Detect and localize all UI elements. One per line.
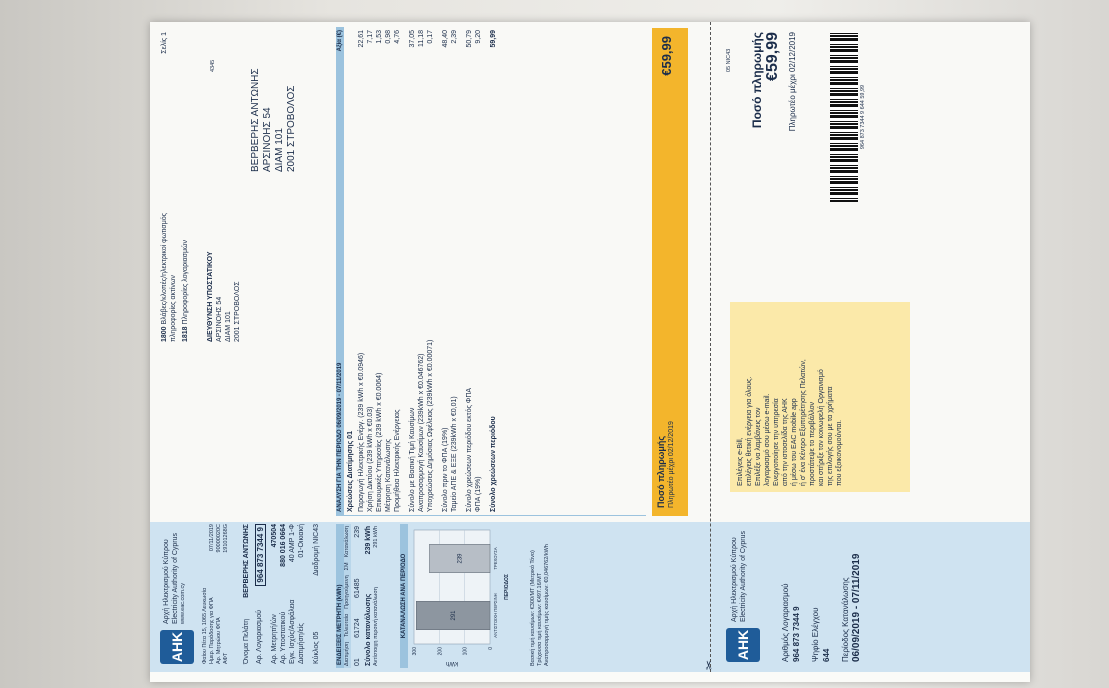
promo-line: ή σ' ένα Κέντρο Εξυπηρέτησης Πελατών, <box>800 359 807 486</box>
authority-name-en: Electricity Authority of Cyprus <box>172 532 179 624</box>
charge-value: 2,39 <box>451 30 458 44</box>
phone2: 1818 <box>182 326 189 342</box>
meter-number: 470504 <box>271 524 278 548</box>
stub-account: 964 873 7344 9 <box>792 606 801 662</box>
stub-authority <box>730 522 748 622</box>
supply-label: Εγκ. Ισχύς/Ασφάλεια <box>289 599 296 664</box>
analysis-header <box>336 27 344 515</box>
charge-line-b-0 <box>408 30 417 512</box>
issue-date: 07/11/2019 <box>209 524 215 552</box>
postal-line2: ΑΡΣΙΝΟΗΣ 54 <box>262 107 273 172</box>
stub-period: 06/09/2019 - 07/11/2019 <box>851 553 862 662</box>
cell-last: 61724 <box>354 618 361 638</box>
meter-readings <box>336 524 380 668</box>
bar-value-label: 239 <box>457 553 464 564</box>
phone2-desc: Πληροφορίες λογαριασμών <box>182 240 189 325</box>
charge-line-3 <box>384 30 393 512</box>
fuel-base-price: Βασική τιμή καυσίμων: €300/ΜΤ (Μετρικό Τόνο) <box>530 550 536 666</box>
charge-label: Υποχρεώσεις Δημόσιας Ωφέλειας (239kWh x €0.00071) <box>427 339 434 512</box>
y-tick-label: 200 <box>437 647 444 656</box>
fuel-adjustment: Αναπροσαρμογή τιμής καυσίμων: €0,046762/kWh <box>544 544 550 666</box>
stub-pay-title: Ποσό πληρωμής <box>750 32 764 129</box>
y-axis-label: kWh <box>446 660 458 666</box>
x-tick-label: ΤΡΕΧΟΥΣΑ <box>493 547 498 570</box>
charges-analysis <box>336 27 646 516</box>
charge-label: Σύνολο χρεώσεων περιόδου εκτός ΦΠΑ <box>466 387 473 512</box>
charge-line-2 <box>375 30 384 512</box>
phone1-desc: Βλάβες/κλοπές/ηλεκτρικοί φωτισμός πληροφορίες ακτίνων <box>161 212 177 342</box>
scissors-icon: ✂ <box>702 659 716 670</box>
total-consumption: 239 kWh <box>365 526 372 555</box>
charge-value: 22,61 <box>358 30 365 48</box>
charge-line-b-2 <box>426 30 435 512</box>
service-address-line3: 2001 ΣΤΡΟΒΟΛΟΣ <box>234 281 241 342</box>
account-number: 964 873 7344 9 <box>255 524 266 586</box>
analysis-total-row <box>483 27 498 515</box>
page-label: Σελίς 1 <box>161 32 168 54</box>
charge-label: Σύνολο πριν το ΦΠΑ (19%) <box>442 427 449 512</box>
customer-info <box>242 524 321 664</box>
charge-value: 37,05 <box>409 30 416 48</box>
analysis-total: 59,99 <box>490 30 497 48</box>
authority-web: www.eac.com.cy <box>180 583 186 624</box>
charge-lines-3 <box>435 27 459 515</box>
postal-line1: ΒΕΡΒΕΡΗΣ ΑΝΤΩΝΗΣ <box>250 68 261 172</box>
cell-prev: 61485 <box>354 578 361 598</box>
charge-label: ΦΠΑ (19%) <box>475 476 482 512</box>
charge-label: Προμήθεια Ηλεκτρικής Ενέργειας <box>394 409 401 512</box>
service-address-line2: ΔΙΑΜ 101 <box>225 311 232 342</box>
stub-account-label: Αριθμός Λογαριασμού <box>781 583 790 662</box>
charge-line-c-0 <box>441 30 450 512</box>
charge-value: 4,76 <box>394 30 401 44</box>
charge-line-d-1 <box>474 30 483 512</box>
charge-label: Επικουρικές Υπηρεσίες (239 kWh x €0.0064) <box>376 372 383 512</box>
authority-name-block <box>162 524 187 624</box>
promo-line: ή μέσω του EAC mobile app <box>791 398 798 486</box>
charge-label: Σύνολο με Βασική Τιμή Καυσίμων <box>409 407 416 512</box>
cell-tariff: 01 <box>354 658 361 666</box>
promo-line: λογαριασμό σου μέσω e-mail. <box>764 393 771 486</box>
postal-line3: ΔΙΑΜ 101 <box>274 128 285 172</box>
charge-value: 9,20 <box>475 30 482 44</box>
prev-consumption-label: Αντίστοιχη περσινή κατανάλωση <box>373 587 379 666</box>
stub-check-label: Ψηφίο Ελέγχου <box>811 607 820 662</box>
promo-line: επιλέγεις θετική ενέργεια για όλους. <box>746 376 753 486</box>
stub-pay-due: Πληρωτέο μέχρι 02/12/2019 <box>788 32 797 132</box>
stub-code: 05 NIC43 <box>726 48 732 72</box>
charge-line-0 <box>357 30 366 512</box>
charge-label: Χρήση Δικτύου (239 kWh x €0.03) <box>367 406 374 512</box>
stub-payment <box>750 32 797 252</box>
cycle-label: Κύκλος <box>313 641 320 664</box>
charge-label: Ταμείο ΑΠΕ & ΕΞΕ (239kWh x €0,01) <box>451 396 458 512</box>
bill-document <box>150 22 1030 672</box>
tear-line <box>710 22 711 672</box>
col-last: Τελευταία <box>344 613 350 637</box>
tariff-label: Διατιμήση/είς <box>298 623 305 664</box>
meter-readings-header <box>344 524 351 668</box>
premise-label: Αρ. Υποστατικού <box>280 611 287 664</box>
promo-line: Επιλέγεις e-Bill, <box>737 437 744 486</box>
afm: 19101268G <box>223 524 229 553</box>
charge-lines-1 <box>357 27 402 515</box>
stub-authority-en: Electricity Authority of Cyprus <box>740 530 747 622</box>
customer-name: ΒΕΡΒΕΡΗΣ ΑΝΤΩΝΗΣ <box>243 524 250 598</box>
issue-date-label: Ημερ. Παράδοσης για ΦΠΑ <box>209 597 215 664</box>
fuel-current-price: Τρέχουσα τιμή καυσίμων: €497.16/ΜΤ <box>537 572 543 666</box>
charge-line-d-0 <box>465 30 474 512</box>
stub-check: 644 <box>822 648 831 662</box>
charge-value: 7,17 <box>367 30 374 44</box>
bill-sheet <box>150 22 1030 682</box>
supply-value: 40 AMP 1-Φ <box>289 524 296 563</box>
col-consumption: Κατανάλωση <box>344 526 350 558</box>
service-address-line1: ΑΡΣΙΝΟΗΣ 54 <box>216 296 223 342</box>
service-address <box>206 202 242 342</box>
postal-line4: 2001 ΣΤΡΟΒΟΛΟΣ <box>286 85 297 172</box>
y-tick-label: 300 <box>412 647 418 656</box>
customer-name-label: Όνομα Πελάτη <box>243 618 250 664</box>
charge-value: 1,53 <box>376 30 383 44</box>
col-prev: Προηγούμενη <box>344 575 350 609</box>
phone1: 1800 <box>161 326 168 342</box>
charge-lines-4 <box>459 27 483 515</box>
charge-line-1 <box>366 30 375 512</box>
promo-line: που εξοικονομούνται. <box>836 419 843 486</box>
y-tick-label: 100 <box>462 647 469 656</box>
consumption-chart-svg <box>408 524 512 668</box>
charge-value: 48,40 <box>442 30 449 48</box>
meter-readings-row <box>351 524 364 668</box>
analysis-title: ΑΝΑΛΥΣΗ ΓΙΑ ΤΗΝ ΠΕΡΙΟΔΟ 06/09/2019 - 07/11/2019 <box>337 362 343 512</box>
analysis-total-label: Σύνολο χρεώσεων περιόδου <box>490 416 497 512</box>
stub-details <box>780 512 862 662</box>
payment-box <box>652 28 688 516</box>
charge-value: 50,79 <box>466 30 473 48</box>
charge-lines-2 <box>402 27 435 515</box>
charge-value: 0,98 <box>385 30 392 44</box>
vat-reg: 90000020C <box>216 524 222 553</box>
payment-title: Ποσό πληρωμής <box>656 435 666 508</box>
col-sm: ΣΜ <box>344 562 350 571</box>
ebill-promo <box>730 302 910 492</box>
stub-pay-amount: €59,99 <box>764 32 781 81</box>
consumption-chart <box>400 524 520 668</box>
stub-authority-gr: Αρχή Ηλεκτρισμού Κύπρου <box>731 537 738 622</box>
phone-lines <box>160 192 190 342</box>
cell-consumption: 239 <box>354 526 361 538</box>
chart-title: ΚΑΤΑΝΑΛΩΣΗ ΑΝΑ ΠΕΡΙΟΔΟ <box>400 524 408 668</box>
charge-value: 11,18 <box>418 30 425 47</box>
x-tick-label: ΑΝΤΙΣΤΟΙΧΗ ΠΕΡΣΙΝΗ <box>493 593 498 638</box>
charge-line-c-1 <box>450 30 459 512</box>
charge-label: Παραγωγή Ηλεκτρικής Ενέργ. (239 kWh x €0.0946) <box>358 352 365 512</box>
col-tariff: Διατιμήση <box>344 641 350 666</box>
analysis-subtitle: Χρεώσεις Διατίμησης 01 <box>347 431 354 512</box>
barcode-text: 964 873 7344 9 644 59,99 <box>860 84 866 150</box>
y-tick-label: 0 <box>488 647 494 650</box>
promo-line: της επιλογής σου με τα χρήματα <box>827 386 834 486</box>
phone-info <box>160 32 169 192</box>
afm-label: ΑΦΤ <box>223 652 229 664</box>
stub-period-label: Περίοδος Κατανάλωσης <box>841 577 850 662</box>
authority-name-gr: Αρχή Ηλεκτρισμού Κύπρου <box>163 539 170 624</box>
issuer-info <box>202 524 230 664</box>
stub-logo: ΑΗΚ <box>726 628 760 662</box>
postal-address <box>250 32 298 172</box>
promo-line: και στήριξε τον κοινωφελή Οργανισμό <box>818 369 825 486</box>
amount-header: Αξία (€) <box>337 30 343 52</box>
payment-amount: €59,99 <box>658 36 674 76</box>
payment-due-label: Πληρωτέο μέχρι <box>668 458 675 508</box>
fuel-rates <box>530 524 551 666</box>
promo-line: Ενεργοποίησε την υπηρεσία <box>773 398 780 486</box>
promo-line: Επιλέξε να λαμβάνεις τον <box>755 407 762 486</box>
promo-line: προστάτεψε το περιβάλλον <box>809 401 816 486</box>
charge-value: 0,17 <box>427 30 434 44</box>
cycle-value: 05 <box>313 631 320 640</box>
vat-reg-label: Αρ. Μητρώου ΦΠΑ <box>216 617 222 664</box>
premise-number: 880 016 0664 <box>280 524 287 567</box>
service-address-title: ΔΙΕΥΘΥΝΣΗ ΥΠΟΣΤΑΤΙΚΟΥ <box>207 251 214 342</box>
barcode <box>830 32 858 202</box>
charge-label: Μέτρηση Κατανάλωσης <box>385 438 392 512</box>
promo-text <box>736 308 844 486</box>
meter-label: Αρ. Μετρητή/ών <box>271 614 278 664</box>
charge-line-4 <box>393 30 402 512</box>
charge-line-b-1 <box>417 30 426 512</box>
route-label: Διαδρομή <box>313 545 320 576</box>
tariff-value: 01-Οικιακή <box>298 524 305 558</box>
charge-label: Αναπροσαρμογή Καυσίμων (239kWh x €0.046762) <box>418 353 425 512</box>
x-axis-label: ΠΕΡΙΟΔΟΣ <box>504 574 510 600</box>
prev-consumption: 291 kWh <box>373 526 379 548</box>
meter-readings-title: ΕΝΔΕΙΞΕΙΣ ΜΕΤΡΗΤΗ (kWh) <box>336 524 344 668</box>
route-value: NIC43 <box>313 524 320 544</box>
eac-logo: ΑΗΚ <box>160 630 194 664</box>
account-label: Αρ. Λογαριασμού <box>256 610 263 664</box>
payment-due: 02/12/2019 <box>668 421 675 457</box>
bar-value-label: 291 <box>451 610 458 621</box>
issuer-address: Φαίου Πέτα 15, 1065 Λευκωσία <box>202 587 208 664</box>
total-consumption-label: Σύνολο κατανάλωσης <box>365 593 372 666</box>
code-4345: 4345 <box>210 59 216 72</box>
promo-line: από την ιστοσελίδα της ΑΗΚ <box>782 398 789 486</box>
